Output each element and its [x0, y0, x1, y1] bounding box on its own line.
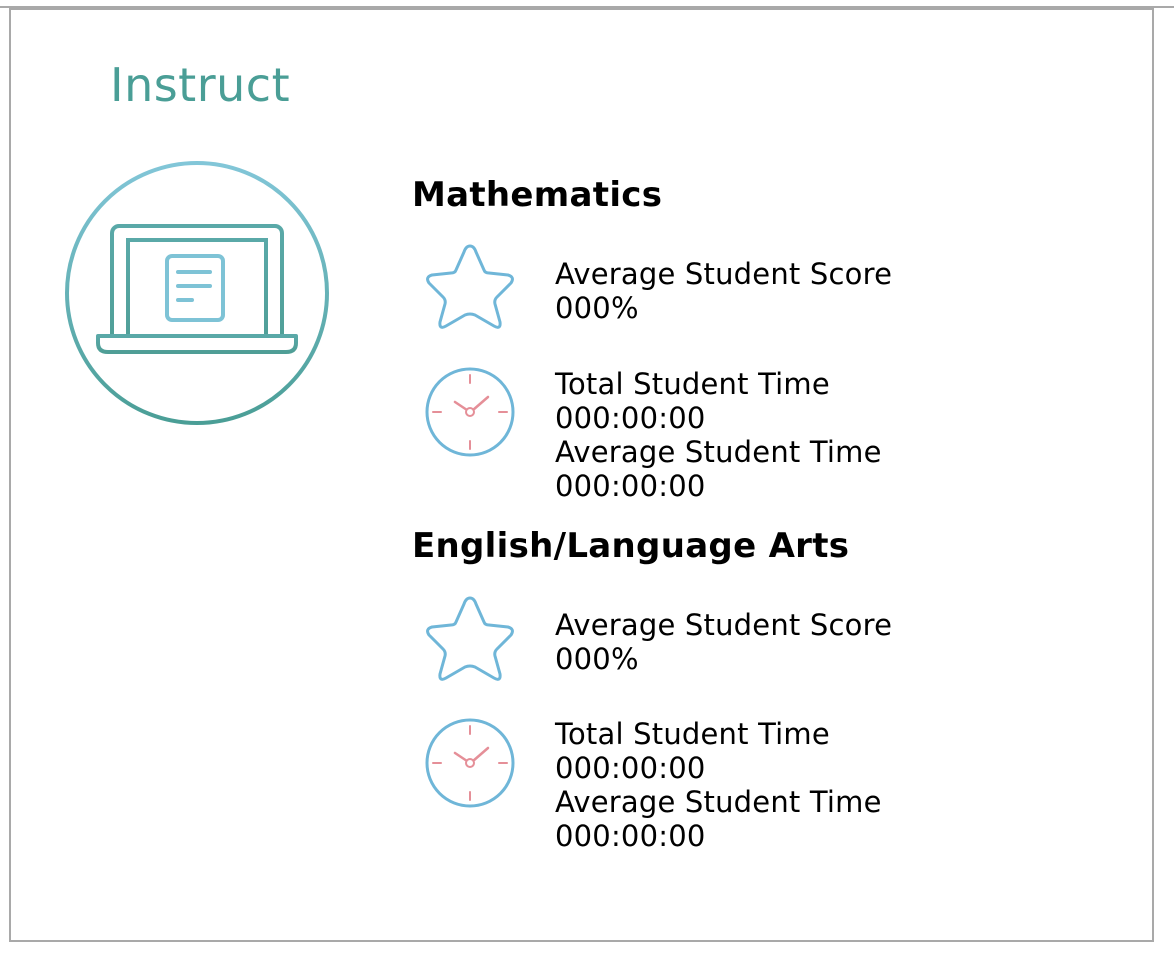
total-time-label: Total Student Time: [555, 717, 830, 751]
laptop-document-icon: [64, 160, 330, 426]
average-score-block: [555, 257, 892, 325]
time-block: [555, 717, 882, 853]
subject-heading-mathematics: Mathematics: [412, 175, 663, 215]
star-icon: [422, 592, 518, 688]
average-score-value: 000%: [555, 642, 639, 676]
average-score-value: 000%: [555, 291, 639, 325]
total-time-value: 000:00:00: [555, 751, 706, 785]
average-time-value: 000:00:00: [555, 469, 706, 503]
total-time-value: 000:00:00: [555, 401, 706, 435]
average-score-label: Average Student Score: [555, 608, 893, 642]
page-title: Instruct: [110, 58, 291, 112]
star-icon: [422, 240, 518, 336]
average-time-value: 000:00:00: [555, 819, 706, 853]
subject-heading-english-language-arts: English/Language Arts: [412, 526, 850, 566]
time-block: [555, 367, 882, 503]
average-score-label: Average Student Score: [555, 257, 893, 291]
clock-icon: [422, 715, 518, 811]
clock-icon: [422, 364, 518, 460]
average-time-label: Average Student Time: [555, 785, 882, 819]
average-score-block: [555, 608, 892, 676]
average-time-label: Average Student Time: [555, 435, 882, 469]
total-time-label: Total Student Time: [555, 367, 830, 401]
